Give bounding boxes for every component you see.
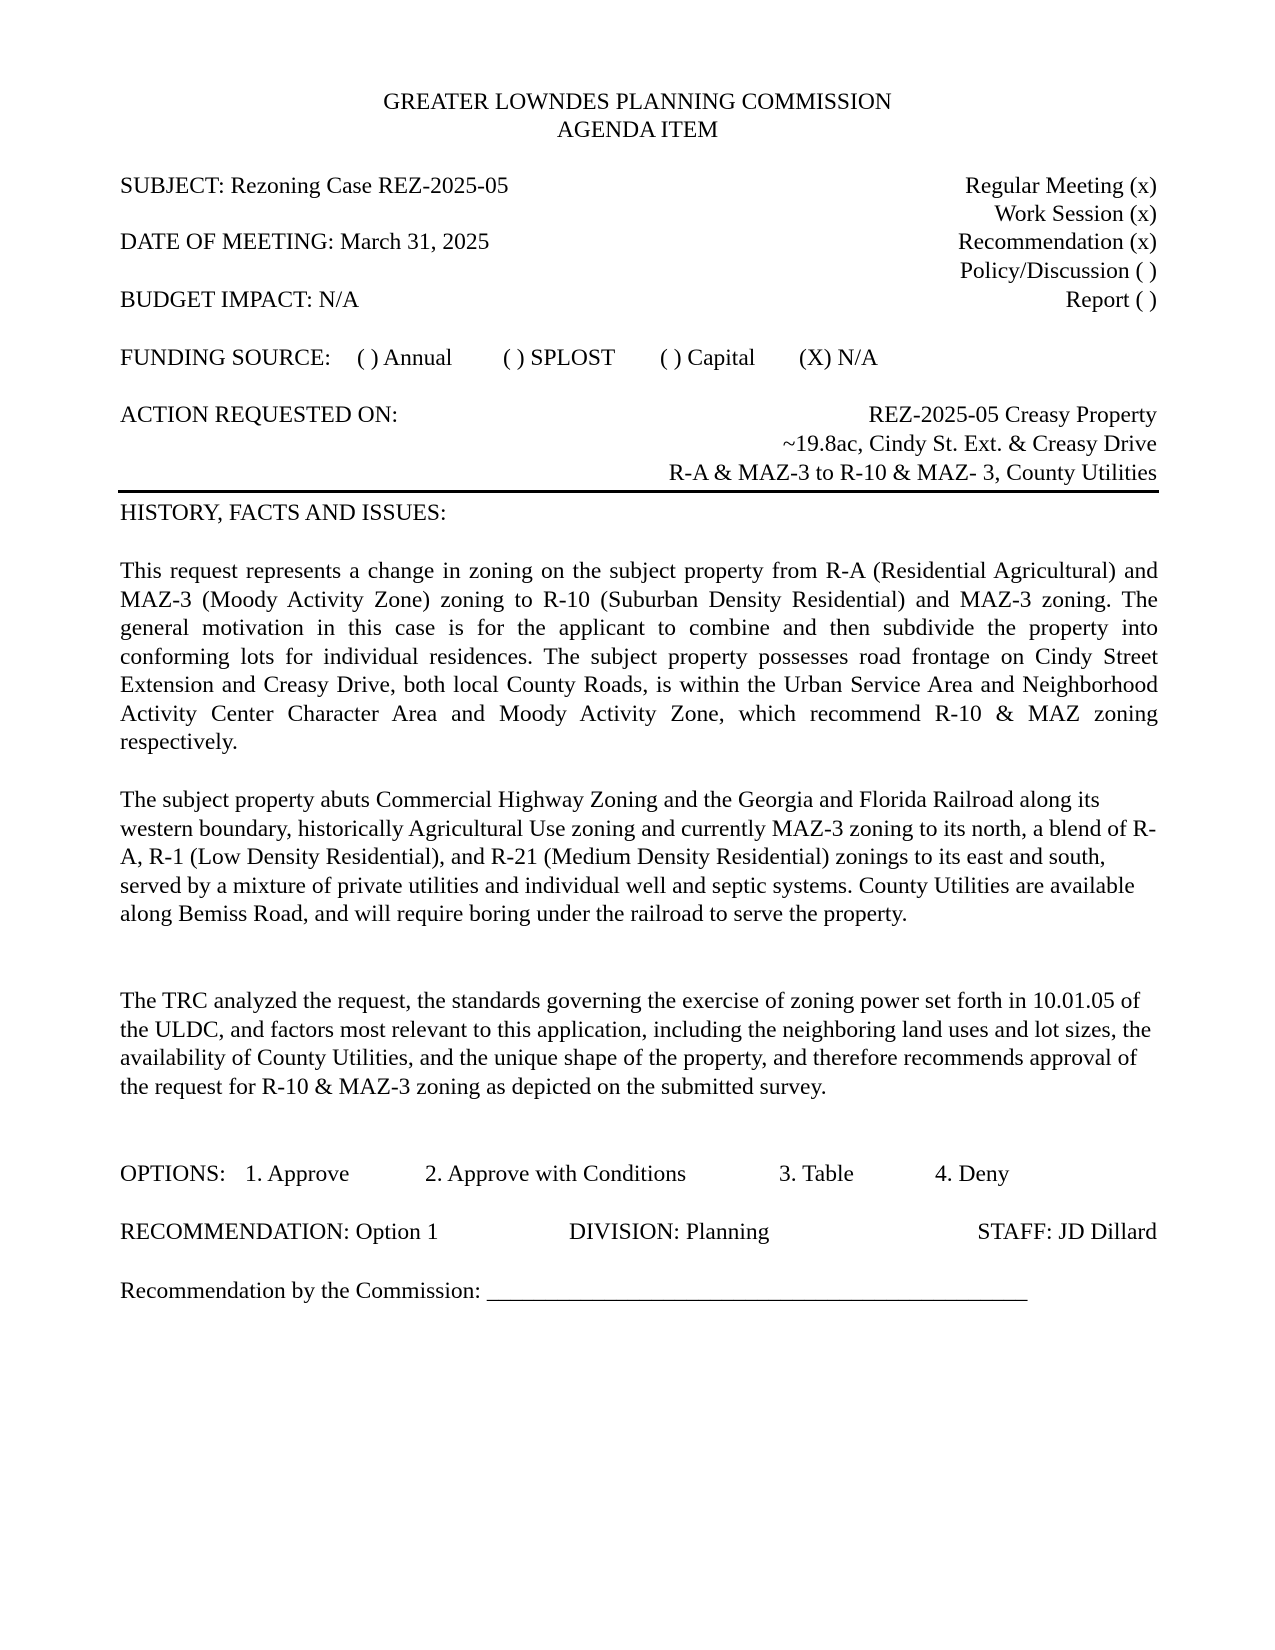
staff-field: STAFF: JD Dillard	[977, 1219, 1157, 1245]
recommendation-field: RECOMMENDATION: Option 1	[120, 1219, 439, 1245]
history-heading: HISTORY, FACTS AND ISSUES:	[120, 500, 447, 526]
option-approve: 1. Approve	[245, 1161, 350, 1187]
action-line-case: REZ-2025-05 Creasy Property	[868, 402, 1157, 428]
option-deny: 4. Deny	[935, 1161, 1010, 1187]
action-line-acreage: ~19.8ac, Cindy St. Ext. & Creasy Drive	[782, 431, 1157, 457]
funding-annual: ( ) Annual	[357, 345, 453, 371]
option-approve-with-conditions: 2. Approve with Conditions	[425, 1161, 687, 1187]
option-table: 3. Table	[779, 1161, 854, 1187]
meeting-type-work-session: Work Session (x)	[994, 201, 1157, 227]
funding-na: (X) N/A	[799, 345, 878, 371]
history-paragraph-2: The subject property abuts Commercial Highway Zoning and the Georgia and Florida Railroad along its western boundary, historically Agricultural Use zoning and currently MAZ-3 zoning to its north, a blend of R-A, R-1 (Low Density Residential), and R-21 (Medium Density Residential) zonings to its east and south, served by a mixture of private utilities and individual well and septic systems. County Utilities are available along Bemiss Road, and will require boring under the railroad to serve the property.	[120, 787, 1157, 927]
history-paragraph-1: This request represents a change in zoning on the subject property from R-A (Residential Agricultural) and MAZ-3 (Moody Activity Zone) zoning to R-10 (Suburban Density Residential) and MAZ-3 zoning. The general motivation in this case is for the applicant to combine and then subdivide the property into conforming lots for individual residences. The subject property possesses road frontage on Cindy Street Extension and Creasy Drive, both local County Roads, is within the Urban Service Area and Neighborhood Activity Center Character Area and Moody Activity Zone, which recommend R-10 & MAZ zoning respectively.	[120, 558, 1158, 755]
document-title: GREATER LOWNDES PLANNING COMMISSION	[383, 89, 892, 115]
funding-splost: ( ) SPLOST	[503, 345, 616, 371]
meeting-type-regular: Regular Meeting (x)	[965, 173, 1157, 199]
action-requested-label: ACTION REQUESTED ON:	[120, 402, 399, 428]
budget-impact-field: BUDGET IMPACT: N/A	[120, 287, 360, 313]
funding-source-label: FUNDING SOURCE:	[120, 345, 331, 371]
commission-recommendation-field: Recommendation by the Commission: ______________________________________________	[120, 1278, 1028, 1304]
meeting-type-policy: Policy/Discussion ( )	[959, 258, 1157, 284]
section-divider	[118, 490, 1159, 493]
history-paragraph-3: The TRC analyzed the request, the standards governing the exercise of zoning power set forth in 10.01.05 of the ULDC, and factors most relevant to this application, including the neighboring land uses and lot sizes, the availability of County Utilities, and the unique shape of the property, and therefore recommends approval of the request for R-10 & MAZ-3 zoning as depicted on the submitted survey.	[120, 988, 1152, 1100]
funding-capital: ( ) Capital	[660, 345, 756, 371]
subject-field: SUBJECT: Rezoning Case REZ-2025-05	[120, 173, 509, 199]
document-subtitle: AGENDA ITEM	[556, 117, 719, 143]
date-of-meeting-field: DATE OF MEETING: March 31, 2025	[120, 229, 490, 255]
meeting-type-report: Report ( )	[1065, 287, 1157, 313]
division-field: DIVISION: Planning	[569, 1219, 770, 1245]
options-label: OPTIONS:	[120, 1161, 226, 1187]
action-line-zoning: R-A & MAZ-3 to R-10 & MAZ- 3, County Utilities	[668, 460, 1157, 486]
meeting-type-recommendation: Recommendation (x)	[957, 229, 1157, 255]
